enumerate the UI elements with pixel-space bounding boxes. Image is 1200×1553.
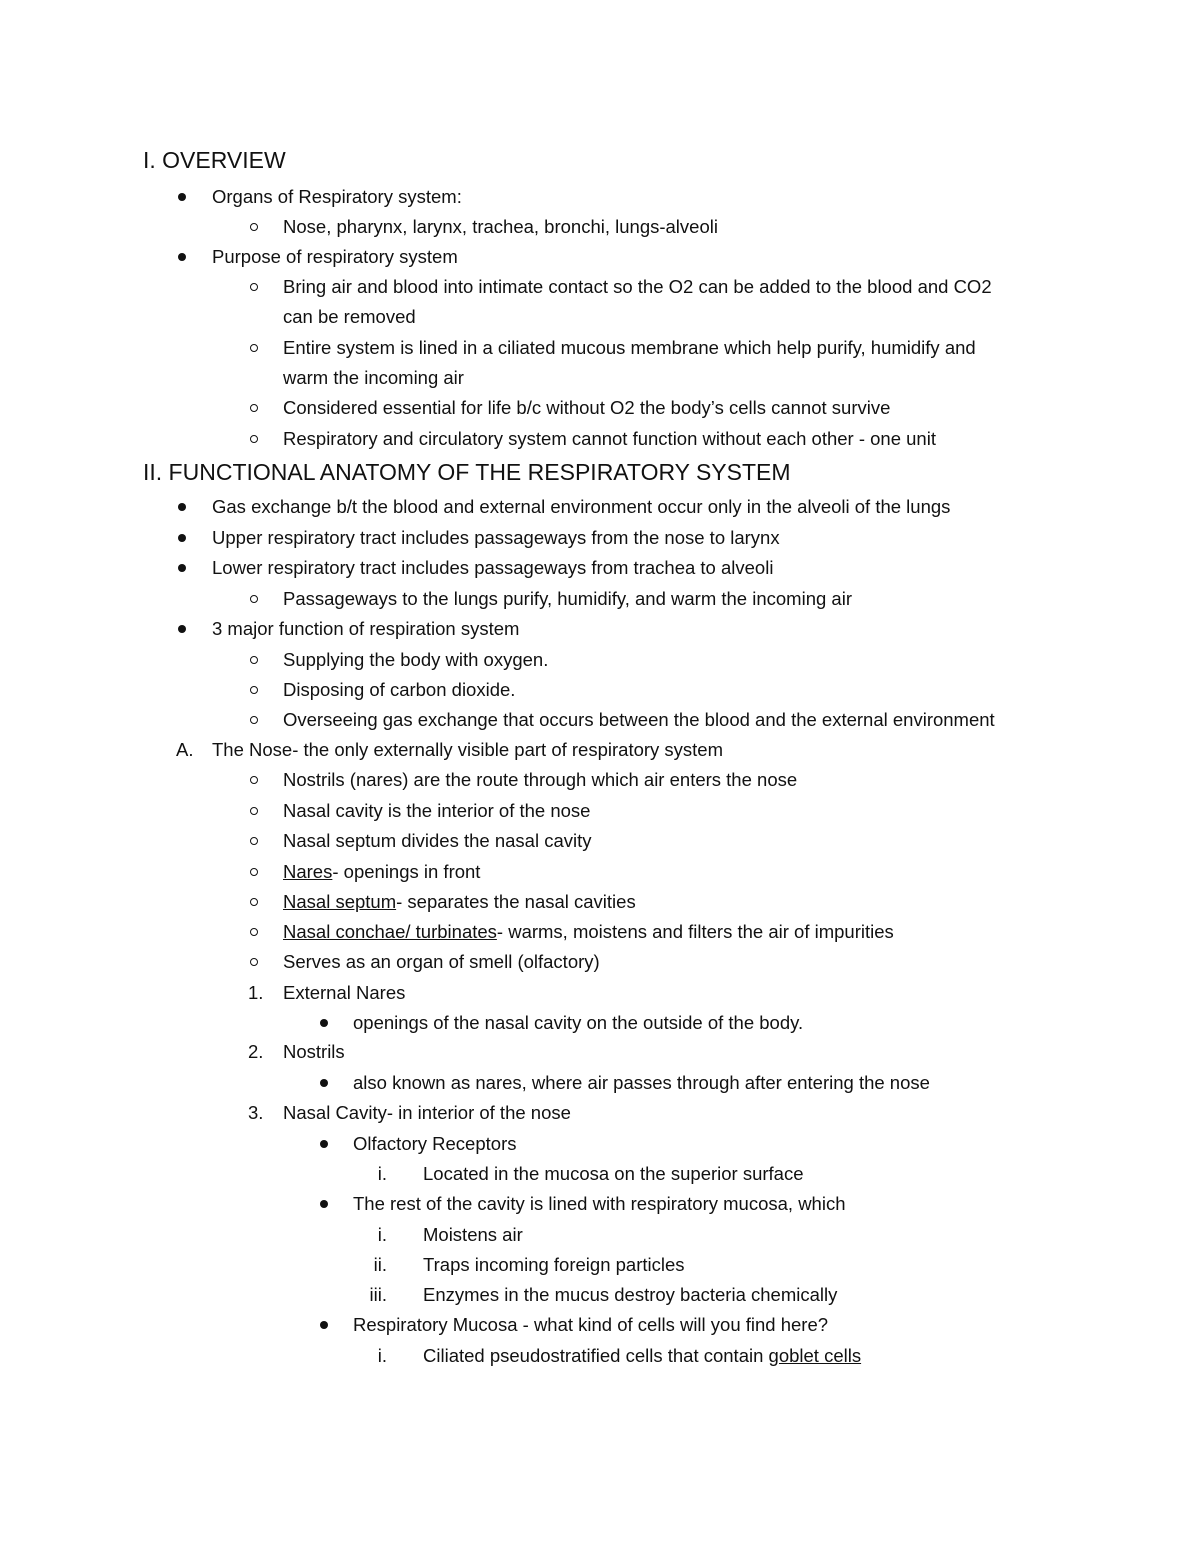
underlined-term: goblet cells bbox=[768, 1345, 862, 1366]
list-label: i. bbox=[377, 1345, 387, 1366]
list-label: 2. bbox=[248, 1041, 264, 1062]
list-label: 3. bbox=[248, 1102, 264, 1123]
underlined-term: Nasal septum bbox=[283, 891, 397, 912]
underlined-term: Nares bbox=[283, 861, 333, 882]
list-label: i. bbox=[377, 1163, 387, 1184]
list-label: ii. bbox=[373, 1254, 387, 1275]
list-label: A. bbox=[176, 739, 194, 760]
list-label: 1. bbox=[248, 982, 264, 1003]
underlined-term: Nasal conchae/ turbinates bbox=[283, 921, 497, 942]
list-label: iii. bbox=[369, 1284, 387, 1305]
document-page: I. OVERVIEW Organs of Respiratory system: Nose, pharynx, larynx, trachea, bronchi, lungs-alveoli Purpose of respiratory system Bring air and blood into intimate contact so the O2 can be added to the blood and CO2 can be removed Entire system is lined in a ciliated mucous membrane which help purify, humidify and warm the incoming air Considered essential for life b/c without O2 the body’s cells cannot survive Respiratory and circulatory system cannot function without each other - one unit II. FUNCTIONAL ANATOMY OF THE RESPIRATORY SYSTEM Gas exchange b/t the blood and external environment occur only in the alveoli of the lungs Upper respiratory tract includes passageways from the nose to larynx Lower respiratory tract includes passageways from trachea to alveoli Passageways to the lungs purify, humidify, and warm the incoming air 3 major function of respiration system Supplying the body with oxygen. Disposing of carbon dioxide. Overseeing gas exchange that occurs between the blood and the external environment A. The Nose- the only externally visible part of respiratory system Nostrils (nares) are the route through which air enters the nose Nasal cavity is the interior of the nose Nasal septum divides the nasal cavity Nares- openings in front Nasal septum- separates the nasal cavities Nasal conchae/ turbinates- warms, moistens and filters the air of impurities Serves as an organ of smell (olfactory) 1. External Nares openings of the nasal cavity on the outside of the body. 2. Nostrils also known as nares, where air passes through after entering the nose 3. Nasal Cavity- in interior of the nose Olfactory Receptors i. Located in the mucosa on the superior surface The rest of the cavity is lined with respiratory mucosa, which i. Moistens air ii. Traps incoming foreign particles iii. Enzymes in the mucus destroy bacteria chemically Respiratory Mucosa - what kind of cells will you find here? i. Ciliated pseudostratified cells that contain goblet cells bbox=[0, 0, 1200, 1553]
list-label: i. bbox=[377, 1224, 387, 1245]
